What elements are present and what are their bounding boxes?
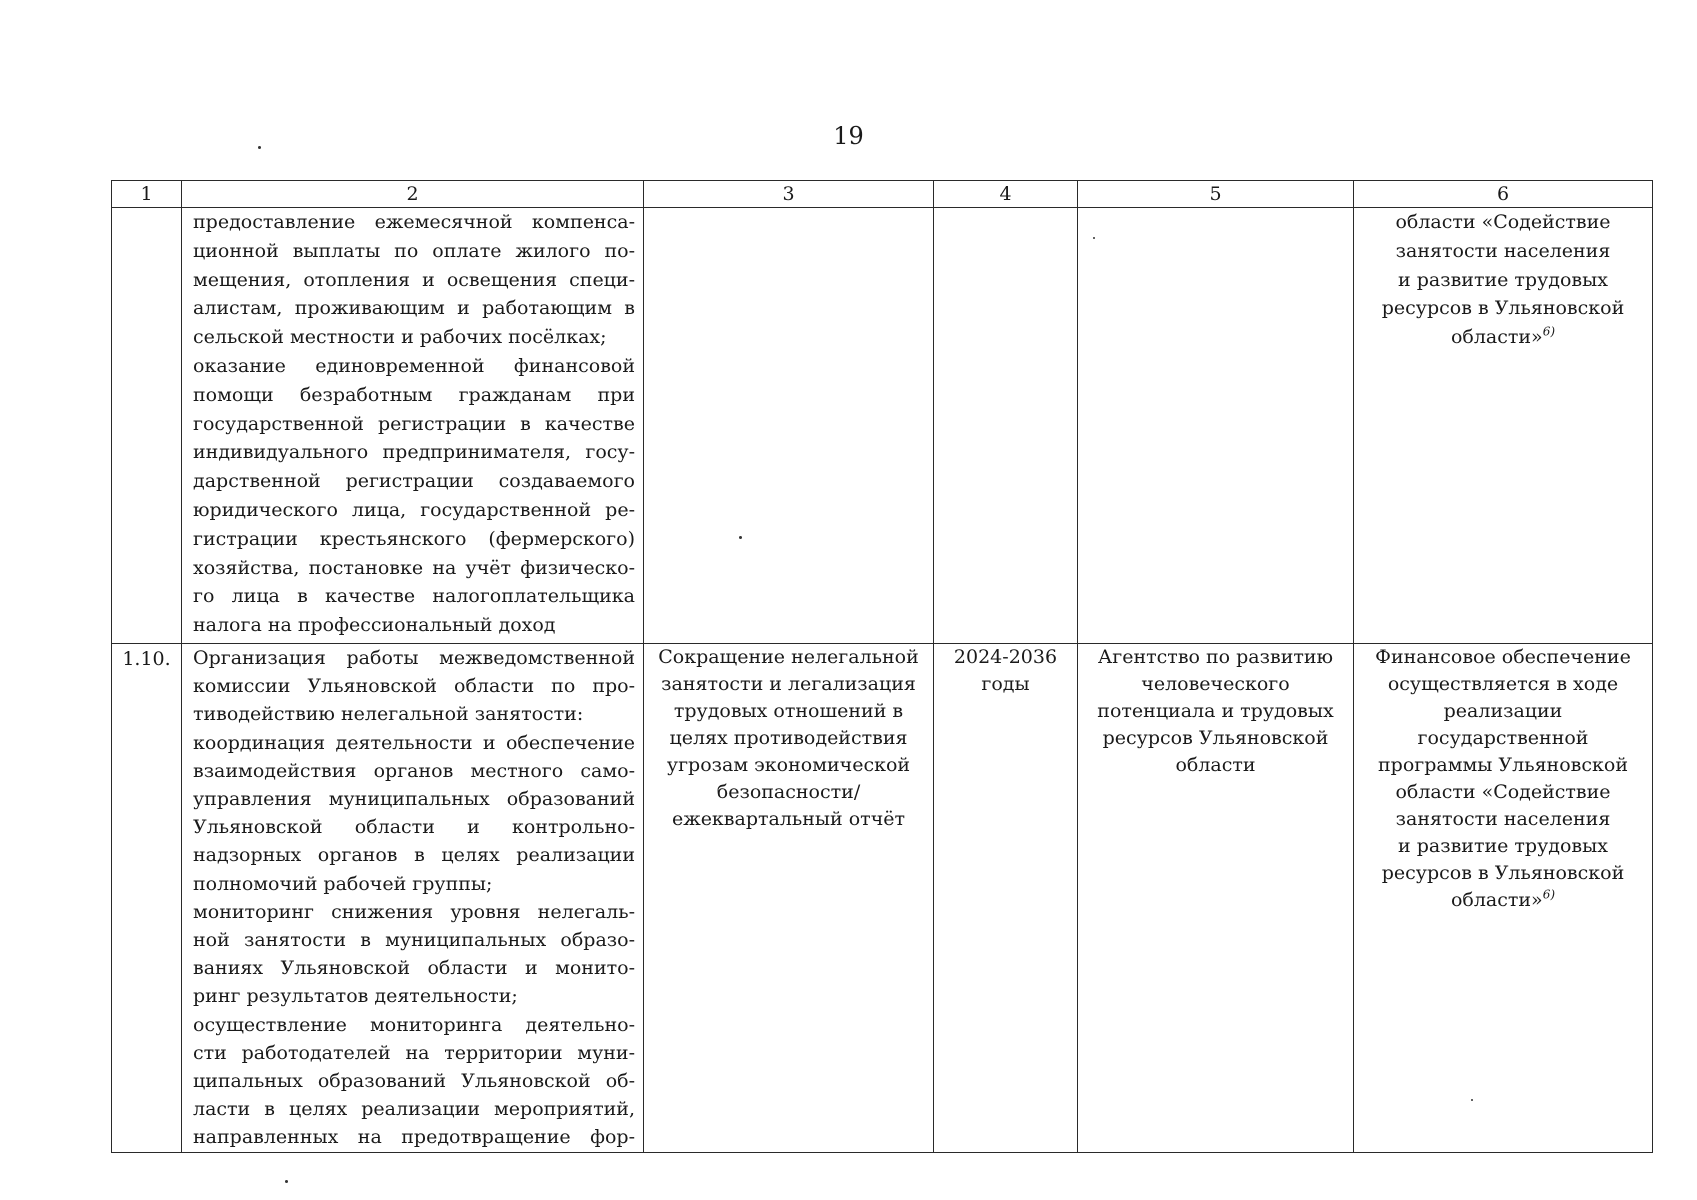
financing-cell [1354,208,1653,644]
result-line: угрозам экономической [666,754,911,776]
desc-line: налога на профессиональный доход [193,614,556,637]
desc-line: ципальных образований Ульяновской об- [193,1070,635,1093]
scan-speck [258,146,261,149]
desc-line: ринг результатов деятельности; [193,985,518,1008]
page-number: 19 [833,122,864,150]
header-cell-3: 3 [644,181,934,208]
desc-line: ционной выплаты по оплате жилого по- [193,239,635,262]
table-header-row [112,181,1653,208]
finance-line-text: области» [1450,889,1543,911]
desc-line: сельской местности и рабочих посёлках; [193,326,607,349]
responsible-agency-cell [1078,644,1354,1153]
desc-line: юридического лица, государственной ре- [193,498,635,521]
finance-line: области «Содействие [1395,211,1611,233]
desc-line: тиводействию нелегальной занятости: [193,703,584,726]
desc-line: дарственной регистрации создаваемого [193,470,635,493]
header-cell-6: 6 [1354,181,1653,208]
result-line: безопасности/ [716,781,861,803]
finance-line-text: области» [1450,326,1543,349]
desc-line: ваниях Ульяновской области и монито- [193,957,635,980]
row-number-cell [112,208,182,644]
desc-line: мониторинг снижения уровня нелегаль- [193,900,635,923]
result-line: занятости и легализация [661,673,916,695]
desc-line: комиссии Ульяновской области по про- [193,675,635,698]
expected-result-cell [644,208,934,644]
agency-line: потенциала и трудовых [1097,700,1334,722]
period-cell [934,208,1078,644]
measures-table [111,180,1653,1153]
desc-line: оказание единовременной финансовой [193,354,635,377]
desc-line: Ульяновской области и контрольно- [193,816,635,839]
finance-line: и развитие трудовых [1398,835,1608,857]
desc-line: сти работодателей на территории муни- [193,1041,635,1064]
period-line: годы [981,673,1030,695]
desc-line: индивидуального предпринимателя, госу- [193,441,635,464]
footnote-mark: 6) [1542,887,1556,902]
table-row [112,208,1653,644]
result-line: трудовых отношений в [673,700,904,722]
desc-line: управления муниципальных образований [193,788,635,811]
table-row [112,644,1653,1153]
desc-line: го лица в качестве налогоплательщика [193,585,635,608]
desc-line: ласти в целях реализации мероприятий, [193,1098,635,1121]
desc-line: хозяйства, постановке на учёт физическо- [193,556,635,579]
footnote-mark: 6) [1542,324,1556,339]
agency-line: Агентство по развитию [1097,646,1334,668]
desc-line: предоставление ежемесячной компенса- [193,211,635,233]
desc-line: осуществление мониторинга деятельно- [193,1013,635,1036]
finance-line: ресурсов в Ульяновской [1381,297,1625,320]
header-cell-4: 4 [934,181,1078,208]
finance-line: и развитие трудовых [1398,268,1608,291]
finance-line: государственной [1417,727,1589,749]
result-line: Сокращение нелегальной [658,646,919,668]
scan-speck [1093,237,1095,239]
desc-line: взаимодействия органов местного само- [193,759,635,782]
finance-line: занятости населения [1395,239,1611,262]
desc-line: координация деятельности и обеспечение [193,731,635,754]
desc-line: алистам, проживающим и работающим в [193,297,635,320]
period-line: 2024-2036 [953,646,1058,668]
header-cell-1: 1 [112,181,182,208]
finance-line [1360,323,1646,352]
header-cell-5: 5 [1078,181,1354,208]
row-number-cell: 1.10. [112,644,182,1153]
finance-line: программы Ульяновской [1378,754,1628,776]
expected-result-cell [644,644,934,1153]
desc-line: полномочий рабочей группы; [193,872,493,895]
finance-line: занятости населения [1395,808,1611,830]
desc-line: мещения, отопления и освещения специ- [193,268,635,291]
desc-line: ной занятости в муниципальных образо- [193,929,635,952]
finance-line: области «Содействие [1395,781,1611,803]
result-line: ежеквартальный отчёт [671,808,906,830]
header-cell-2: 2 [182,181,644,208]
scan-speck [1471,1099,1473,1101]
finance-line: Финансовое обеспечение [1375,646,1631,668]
desc-line: направленных на предотвращение фор- [193,1126,635,1149]
finance-line: ресурсов в Ульяновской [1381,862,1625,884]
measure-description-cell [182,208,644,644]
financing-cell [1354,644,1653,1153]
period-cell [934,644,1078,1153]
desc-line: надзорных органов в целях реализации [193,844,635,867]
scan-speck [285,1180,288,1183]
agency-line: ресурсов Ульяновской [1102,727,1329,749]
finance-line [1360,887,1646,914]
finance-line: осуществляется в ходе [1387,673,1619,695]
desc-line: помощи безработным гражданам при [193,383,635,406]
agency-line: области [1175,754,1256,776]
result-line: целях противодействия [669,727,908,749]
desc-line: Организация работы межведомственной [193,647,635,669]
responsible-agency-cell [1078,208,1354,644]
finance-line: реализации [1443,700,1563,722]
agency-line: человеческого [1141,673,1290,695]
scan-speck [739,536,742,539]
measure-description-cell [182,644,644,1153]
desc-line: гистрации крестьянского (фермерского) [193,527,635,550]
desc-line: государственной регистрации в качестве [193,412,635,435]
